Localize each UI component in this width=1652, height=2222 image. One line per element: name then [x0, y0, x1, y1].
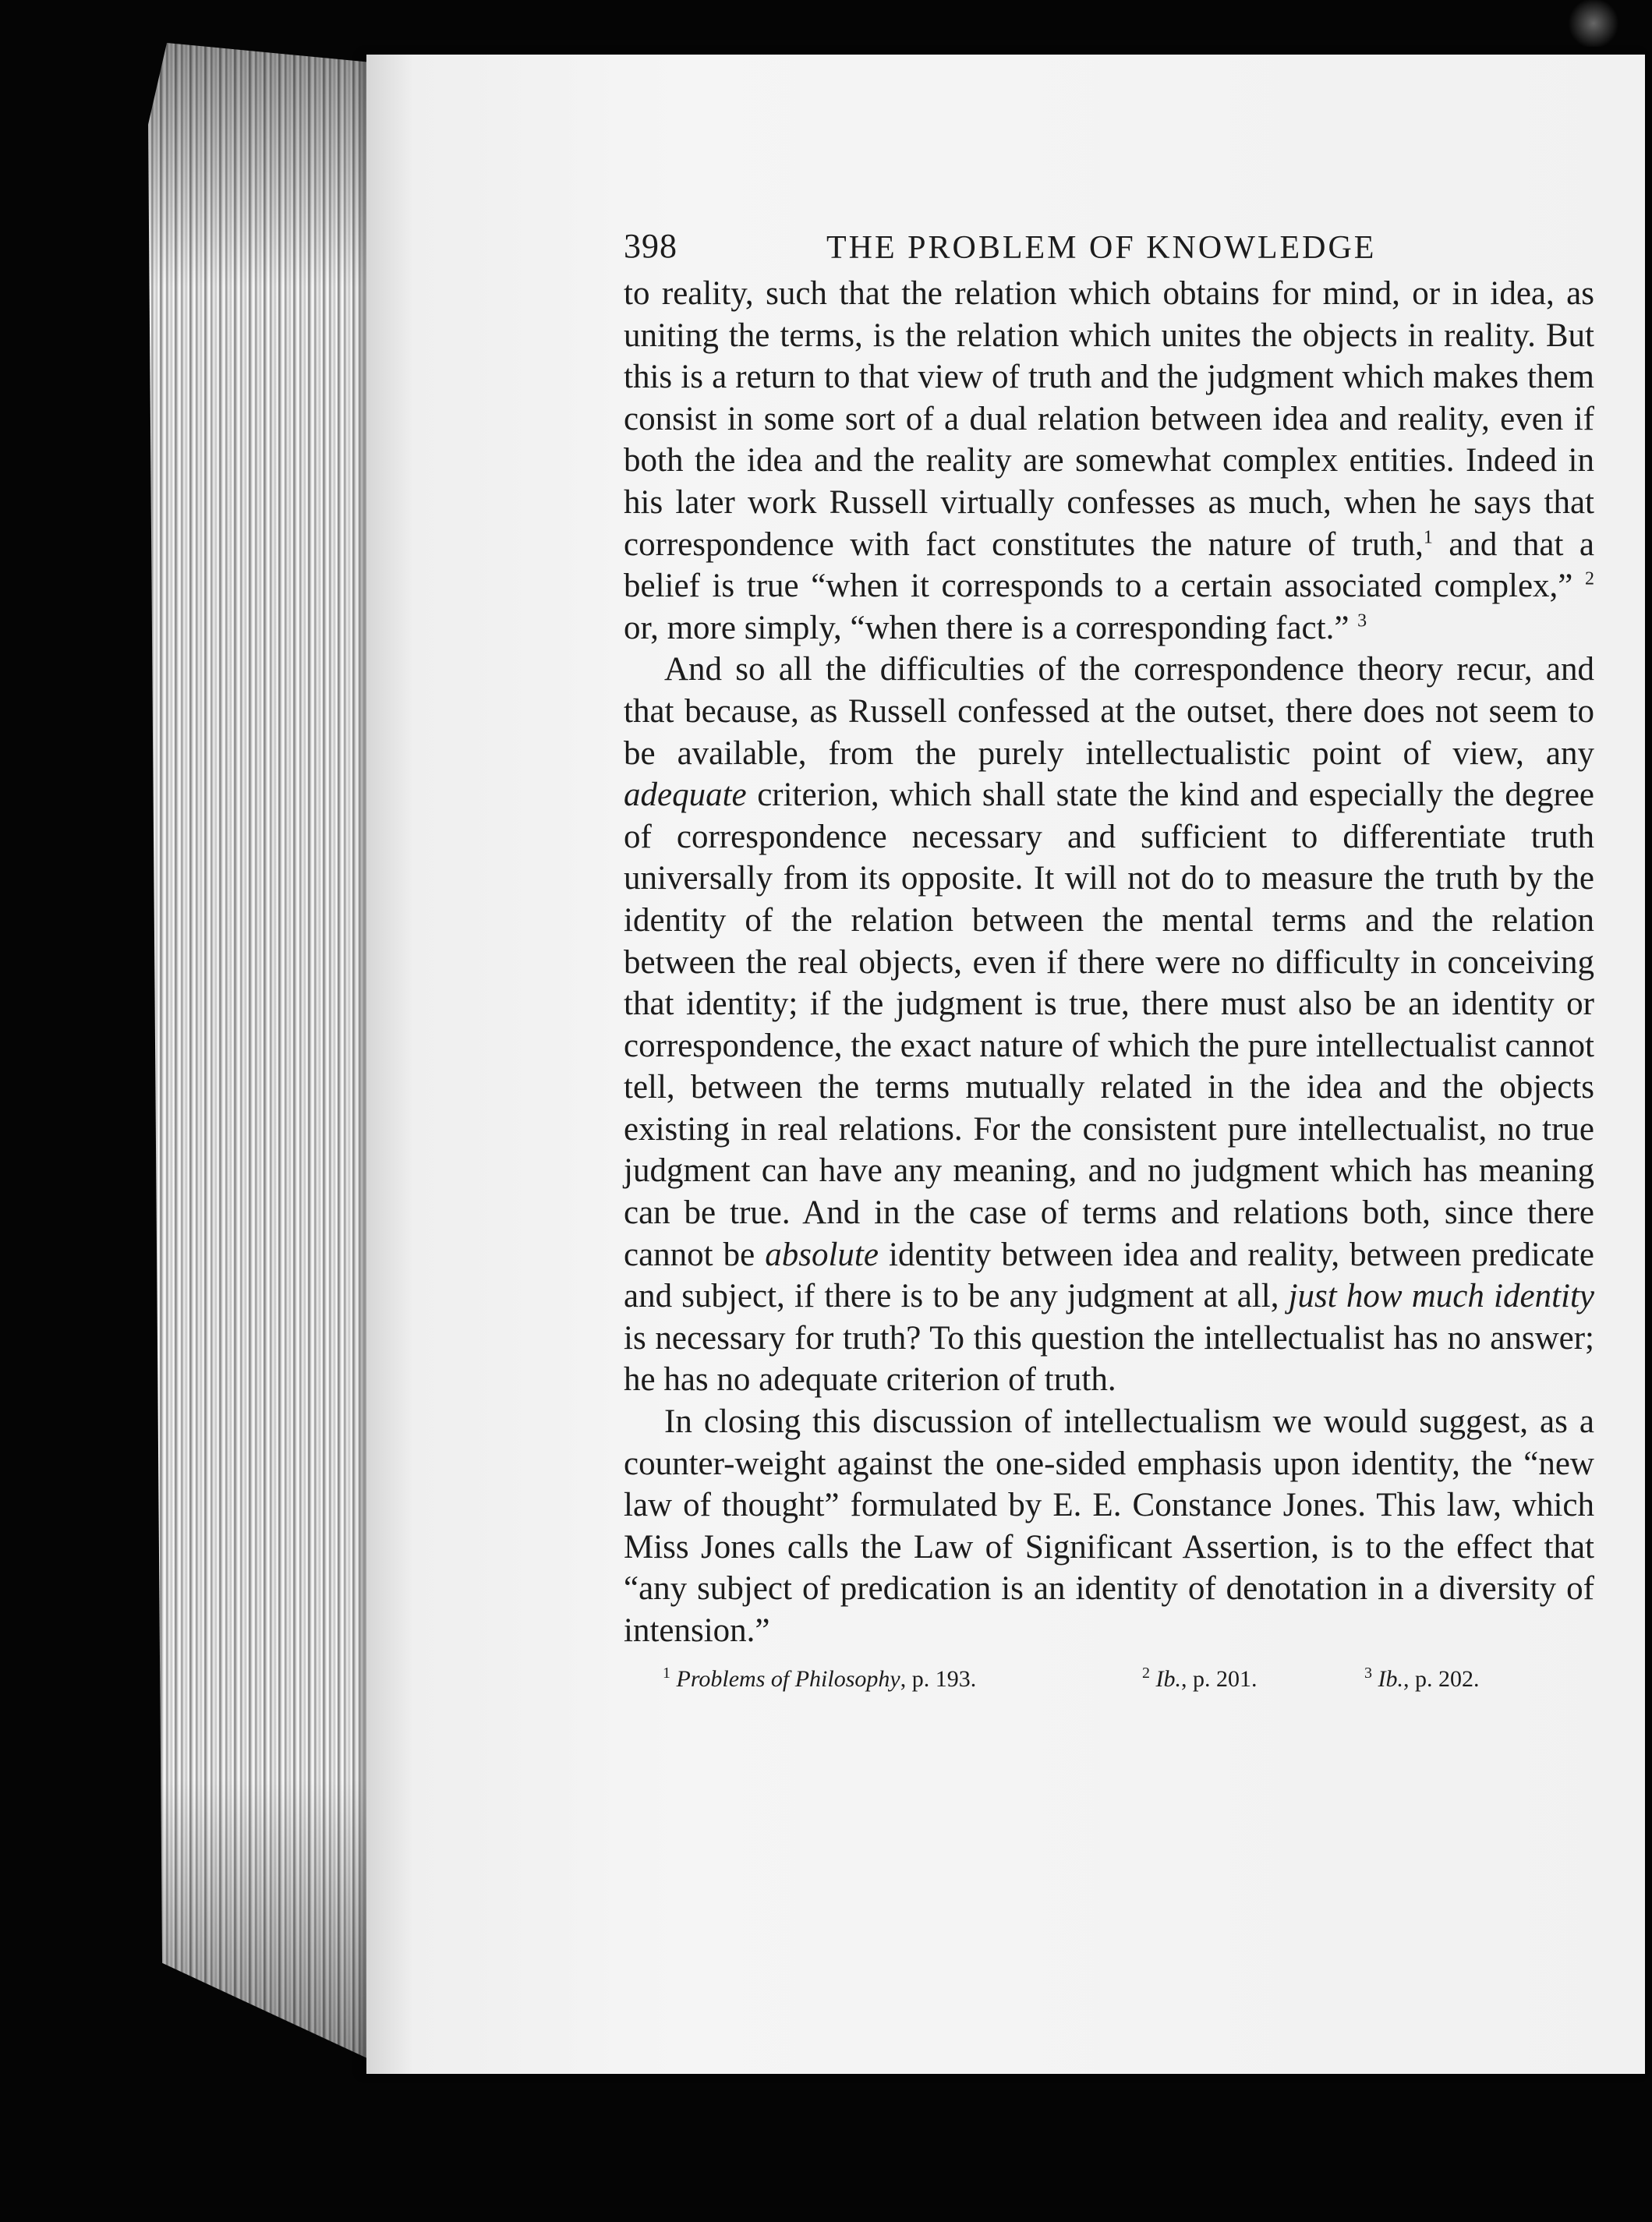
- paragraph-1: [624, 273, 1594, 649]
- paragraph-2: [624, 649, 1594, 1401]
- running-head: [624, 226, 1594, 273]
- footnote-title: Problems of Philosophy: [676, 1665, 900, 1692]
- paragraph-text: criterion, which shall state the kind and especially the degree of correspondence necessary and sufficient to differentiate truth universally from its opposite. It will not do to measure the truth by the identity of the relation between the mental terms and the relation between the real objects, even if there were no difficulty in conceiving that identity; if the judgment is true, there must also be an identity or correspondence, the exact nature of which the pure intellectualist cannot tell, between the terms mutually related in the idea and the objects existing in real relations. For the consistent pure intellectualist, no true judgment can have any meaning, and no judgment which has meaning can be true. And in the case of terms and relations both, since there cannot be: [624, 777, 1594, 1273]
- paragraph-3: In closing this discussion of intellectualism we would suggest, as a counter-weight against the one-sided emphasis upon identity, the “new law of thought” formulated by E. E. Constance Jones. This law, which Miss Jones calls the Law of Significant Assertion, is to the effect that “any subject of predication is an identity of denotation in a diversity of intension.”: [624, 1403, 1594, 1649]
- footnote-text: , p. 193.: [900, 1665, 977, 1692]
- footnote-2: [1142, 1666, 1258, 1693]
- paragraph-text: And so all the difficulties of the correspondence theory recur, and that because, as Russell confessed at the outset, there does not seem to be available, from the purely intellectualistic point of view, any: [624, 651, 1594, 772]
- footnote-1: [663, 1666, 976, 1693]
- page-content: [624, 226, 1594, 1705]
- paragraph-text: identity between idea and reality, between predicate and subject, if there is to be any judgment at all,: [624, 1236, 1594, 1315]
- footnote-mark: 3: [1364, 1664, 1372, 1682]
- paragraph-text: and that a belief is true “when it corresponds to a certain associated complex,”: [624, 525, 1594, 605]
- page-number: 398: [624, 227, 677, 265]
- footnotes: [624, 1666, 1594, 1705]
- paragraph-text: to reality, such that the relation which obtains for mind, or in idea, as uniting the terms, is the relation which unites the objects in reality. But this is a return to that view of truth and the judgment which makes them consist in some sort of a dual relation between idea and reality, even if both the idea and the reality are somewhat complex entities. Indeed in his later work Russell virtually confesses as much, when he says that correspondence with fact constitutes the nature of truth,: [624, 275, 1594, 563]
- paragraph-text: or, more simply, “when there is a corresponding fact.”: [624, 609, 1358, 646]
- footnote-mark: 1: [663, 1664, 670, 1682]
- page-fore-edge: [148, 43, 382, 2086]
- footnote-mark: 2: [1142, 1664, 1150, 1682]
- paragraph-text: is necessary for truth? To this question the intellectualist has no answer; he has no adequate criterion of truth.: [624, 1319, 1594, 1399]
- scuff-mark: [1566, 0, 1621, 47]
- footnote-title: Ib.: [1155, 1665, 1181, 1692]
- footnote-ref: 3: [1357, 610, 1367, 632]
- emphasis: just how much identity: [1288, 1278, 1594, 1315]
- footnote-ref: 1: [1423, 527, 1433, 548]
- running-title: THE PROBLEM OF KNOWLEDGE: [826, 230, 1377, 266]
- footnote-3: [1364, 1666, 1480, 1693]
- footnote-title: Ib.: [1378, 1665, 1403, 1692]
- book-page: [366, 55, 1645, 2074]
- footnote-text: , p. 201.: [1181, 1665, 1258, 1692]
- footnote-text: , p. 202.: [1403, 1665, 1480, 1692]
- emphasis: adequate: [624, 777, 747, 814]
- footnote-ref: 2: [1585, 568, 1594, 589]
- emphasis: absolute: [765, 1236, 879, 1273]
